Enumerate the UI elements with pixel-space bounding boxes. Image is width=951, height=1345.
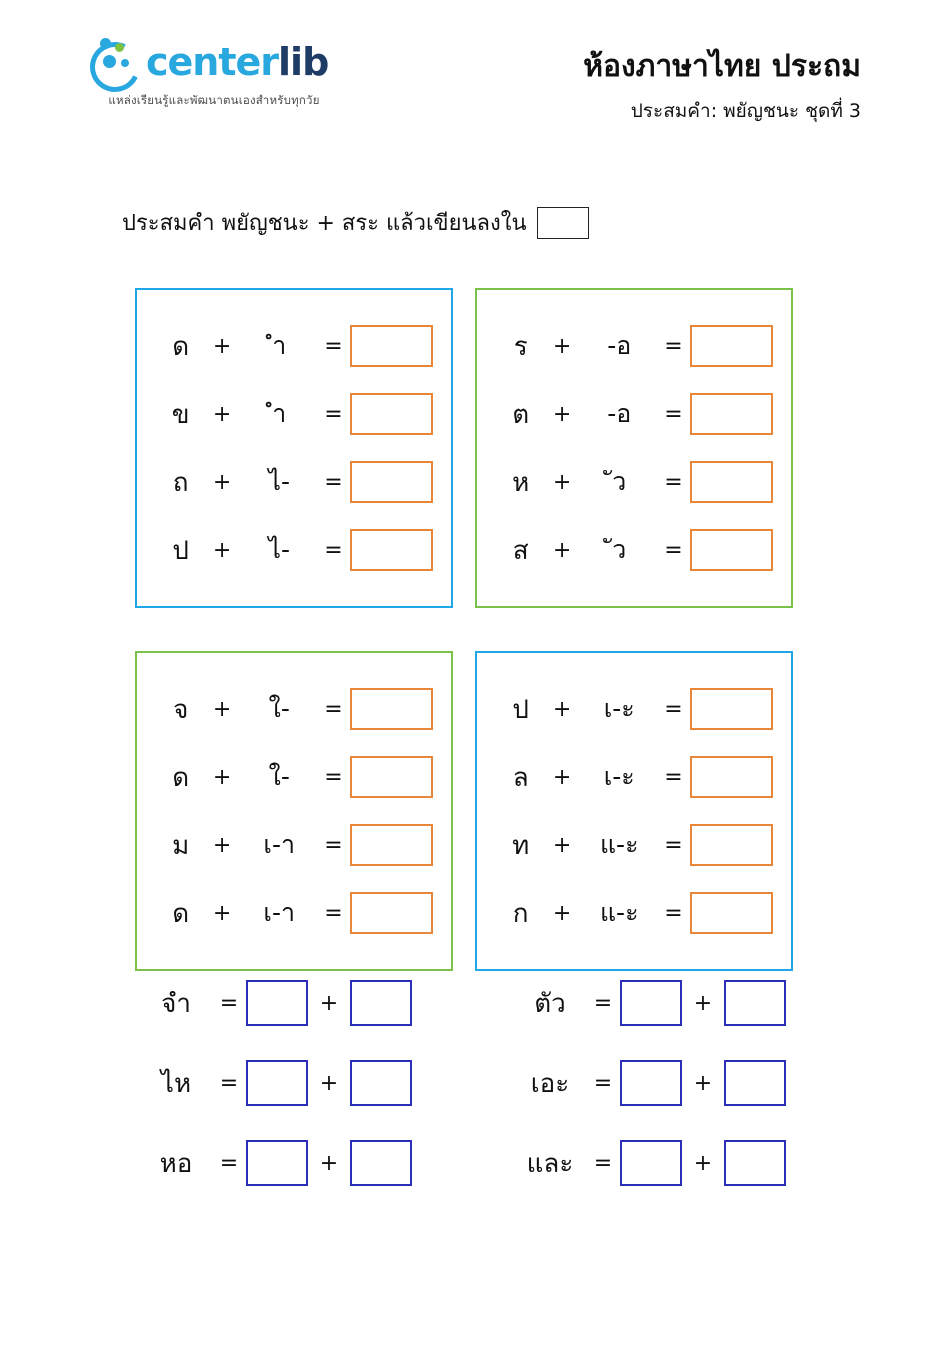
answer-box[interactable]	[690, 688, 773, 730]
plus-sign: +	[552, 401, 572, 427]
decompose-col-left	[140, 963, 436, 1203]
equals-sign: =	[219, 1150, 239, 1176]
decompose-row	[140, 1123, 436, 1203]
consonant: ข	[171, 399, 190, 430]
equation-row	[159, 811, 433, 879]
part-box-1[interactable]	[620, 1060, 682, 1106]
equals-sign: =	[664, 832, 683, 858]
equals-sign: =	[664, 696, 683, 722]
vowel: เ-า	[263, 830, 296, 859]
word: จำ	[161, 988, 191, 1019]
equals-sign: =	[664, 537, 683, 563]
vowel: -อ	[607, 399, 632, 428]
brand-wordmark	[146, 40, 329, 84]
consonant: ด	[172, 898, 190, 929]
plus-sign: +	[552, 333, 572, 359]
answer-box[interactable]	[350, 892, 433, 934]
equation-row	[499, 380, 773, 448]
decompose-row	[140, 1043, 436, 1123]
word: หอ	[159, 1148, 193, 1179]
panel-row-2	[135, 651, 795, 971]
panel-row-1	[135, 288, 795, 608]
vowel: เ-ะ	[603, 694, 635, 723]
vowel: ัว	[612, 467, 627, 496]
vowel: ํา	[272, 399, 287, 428]
part-box-2[interactable]	[350, 1140, 412, 1186]
consonant: จ	[173, 694, 189, 725]
consonant: ด	[172, 331, 190, 362]
equals-sign: =	[664, 900, 683, 926]
equals-sign: =	[324, 401, 343, 427]
answer-box[interactable]	[690, 892, 773, 934]
vowel: เ-ะ	[603, 762, 635, 791]
consonant: ป	[512, 694, 529, 725]
consonant: ป	[172, 535, 189, 566]
plus-sign: +	[552, 764, 572, 790]
plus-sign: +	[319, 1070, 339, 1096]
answer-box[interactable]	[690, 529, 773, 571]
decompose-row	[514, 963, 810, 1043]
equation-row	[159, 516, 433, 584]
brand-logo	[88, 38, 348, 110]
word: ตัว	[534, 988, 566, 1019]
vowel: ํา	[272, 331, 287, 360]
answer-box[interactable]	[690, 393, 773, 435]
consonant: ร	[513, 331, 528, 362]
equation-row	[499, 448, 773, 516]
equals-sign: =	[664, 333, 683, 359]
page-title: ห้องภาษาไทย ประถม	[583, 49, 861, 84]
part-box-2[interactable]	[724, 1140, 786, 1186]
vowel: แ-ะ	[599, 830, 639, 859]
vowel: ใ-	[268, 694, 290, 723]
equation-row	[159, 312, 433, 380]
equals-sign: =	[324, 537, 343, 563]
vowel: -อ	[607, 331, 632, 360]
answer-box[interactable]	[690, 461, 773, 503]
plus-sign: +	[212, 333, 232, 359]
equals-sign: =	[664, 469, 683, 495]
part-box-1[interactable]	[246, 1140, 308, 1186]
equation-row	[159, 879, 433, 947]
panel-4	[475, 651, 793, 971]
consonant: ล	[512, 762, 529, 793]
consonant: ห	[512, 467, 530, 498]
part-box-1[interactable]	[246, 1060, 308, 1106]
plus-sign: +	[212, 401, 232, 427]
word: และ	[526, 1148, 574, 1179]
equals-sign: =	[324, 333, 343, 359]
answer-box[interactable]	[690, 824, 773, 866]
consonant: ต	[512, 399, 530, 430]
equals-sign: =	[593, 1070, 613, 1096]
equation-row	[499, 675, 773, 743]
equation-row	[499, 312, 773, 380]
consonant: ด	[172, 762, 190, 793]
panel-1	[135, 288, 453, 608]
answer-box[interactable]	[350, 393, 433, 435]
equation-row	[159, 675, 433, 743]
plus-sign: +	[319, 1150, 339, 1176]
plus-sign: +	[212, 696, 232, 722]
equals-sign: =	[324, 696, 343, 722]
equation-row	[159, 448, 433, 516]
exercise-panels	[135, 288, 795, 971]
consonant: ท	[512, 830, 530, 861]
page-subtitle: ประสมคำ: พยัญชนะ ชุดที่ 3	[630, 99, 861, 122]
plus-sign: +	[212, 900, 232, 926]
decompose-row	[514, 1043, 810, 1123]
consonant: ถ	[172, 467, 189, 498]
plus-sign: +	[212, 832, 232, 858]
brand-tagline: แหล่งเรียนรู้และพัฒนาตนเองสำหรับทุกวัย	[108, 93, 320, 107]
equals-sign: =	[664, 764, 683, 790]
part-box-2[interactable]	[350, 1060, 412, 1106]
plus-sign: +	[693, 1070, 713, 1096]
part-box-2[interactable]	[724, 980, 786, 1026]
plus-sign: +	[212, 469, 232, 495]
decompose-section	[140, 963, 810, 1203]
decompose-col-right	[514, 963, 810, 1203]
part-box-1[interactable]	[620, 1140, 682, 1186]
vowel: ัว	[612, 535, 627, 564]
part-box-1[interactable]	[246, 980, 308, 1026]
plus-sign: +	[552, 900, 572, 926]
answer-box[interactable]	[350, 325, 433, 367]
panel-3	[135, 651, 453, 971]
equals-sign: =	[324, 900, 343, 926]
part-box-1[interactable]	[620, 980, 682, 1026]
equals-sign: =	[664, 401, 683, 427]
plus-sign: +	[552, 696, 572, 722]
consonant: ก	[512, 898, 529, 929]
plus-sign: +	[212, 537, 232, 563]
equation-row	[159, 380, 433, 448]
equation-row	[499, 516, 773, 584]
plus-sign: +	[212, 764, 232, 790]
answer-box[interactable]	[350, 529, 433, 571]
consonant: ม	[172, 830, 190, 861]
brand-name-dark: lib	[278, 40, 329, 84]
answer-box[interactable]	[350, 461, 433, 503]
instruction-demo-box	[537, 207, 589, 239]
equation-row	[499, 811, 773, 879]
instruction-line	[122, 205, 589, 240]
plus-sign: +	[552, 469, 572, 495]
answer-box[interactable]	[350, 824, 433, 866]
panel-2	[475, 288, 793, 608]
equation-row	[499, 879, 773, 947]
word: เอะ	[530, 1068, 570, 1099]
equation-row	[159, 743, 433, 811]
answer-box[interactable]	[690, 325, 773, 367]
word: ไห	[160, 1068, 192, 1099]
part-box-2[interactable]	[724, 1060, 786, 1106]
vowel: ไ-	[268, 467, 291, 496]
vowel: ไ-	[268, 535, 291, 564]
equals-sign: =	[219, 1070, 239, 1096]
brand-name-light: center	[146, 40, 279, 84]
equals-sign: =	[324, 832, 343, 858]
plus-sign: +	[552, 537, 572, 563]
consonant: ส	[512, 535, 529, 566]
equals-sign: =	[593, 1150, 613, 1176]
page-header	[0, 30, 951, 135]
centerlib-circle-dots-logo-icon	[88, 38, 136, 86]
answer-box[interactable]	[350, 688, 433, 730]
title-block	[583, 48, 861, 126]
decompose-row	[140, 963, 436, 1043]
instruction-text: ประสมคำ พยัญชนะ + สระ แล้วเขียนลงใน	[122, 211, 527, 236]
equals-sign: =	[324, 764, 343, 790]
part-box-2[interactable]	[350, 980, 412, 1026]
answer-box[interactable]	[690, 756, 773, 798]
plus-sign: +	[693, 1150, 713, 1176]
vowel: ใ-	[268, 762, 290, 791]
plus-sign: +	[552, 832, 572, 858]
equals-sign: =	[219, 990, 239, 1016]
equation-row	[499, 743, 773, 811]
plus-sign: +	[693, 990, 713, 1016]
plus-sign: +	[319, 990, 339, 1016]
equals-sign: =	[324, 469, 343, 495]
vowel: เ-า	[263, 898, 296, 927]
answer-box[interactable]	[350, 756, 433, 798]
vowel: แ-ะ	[599, 898, 639, 927]
equals-sign: =	[593, 990, 613, 1016]
decompose-row	[514, 1123, 810, 1203]
